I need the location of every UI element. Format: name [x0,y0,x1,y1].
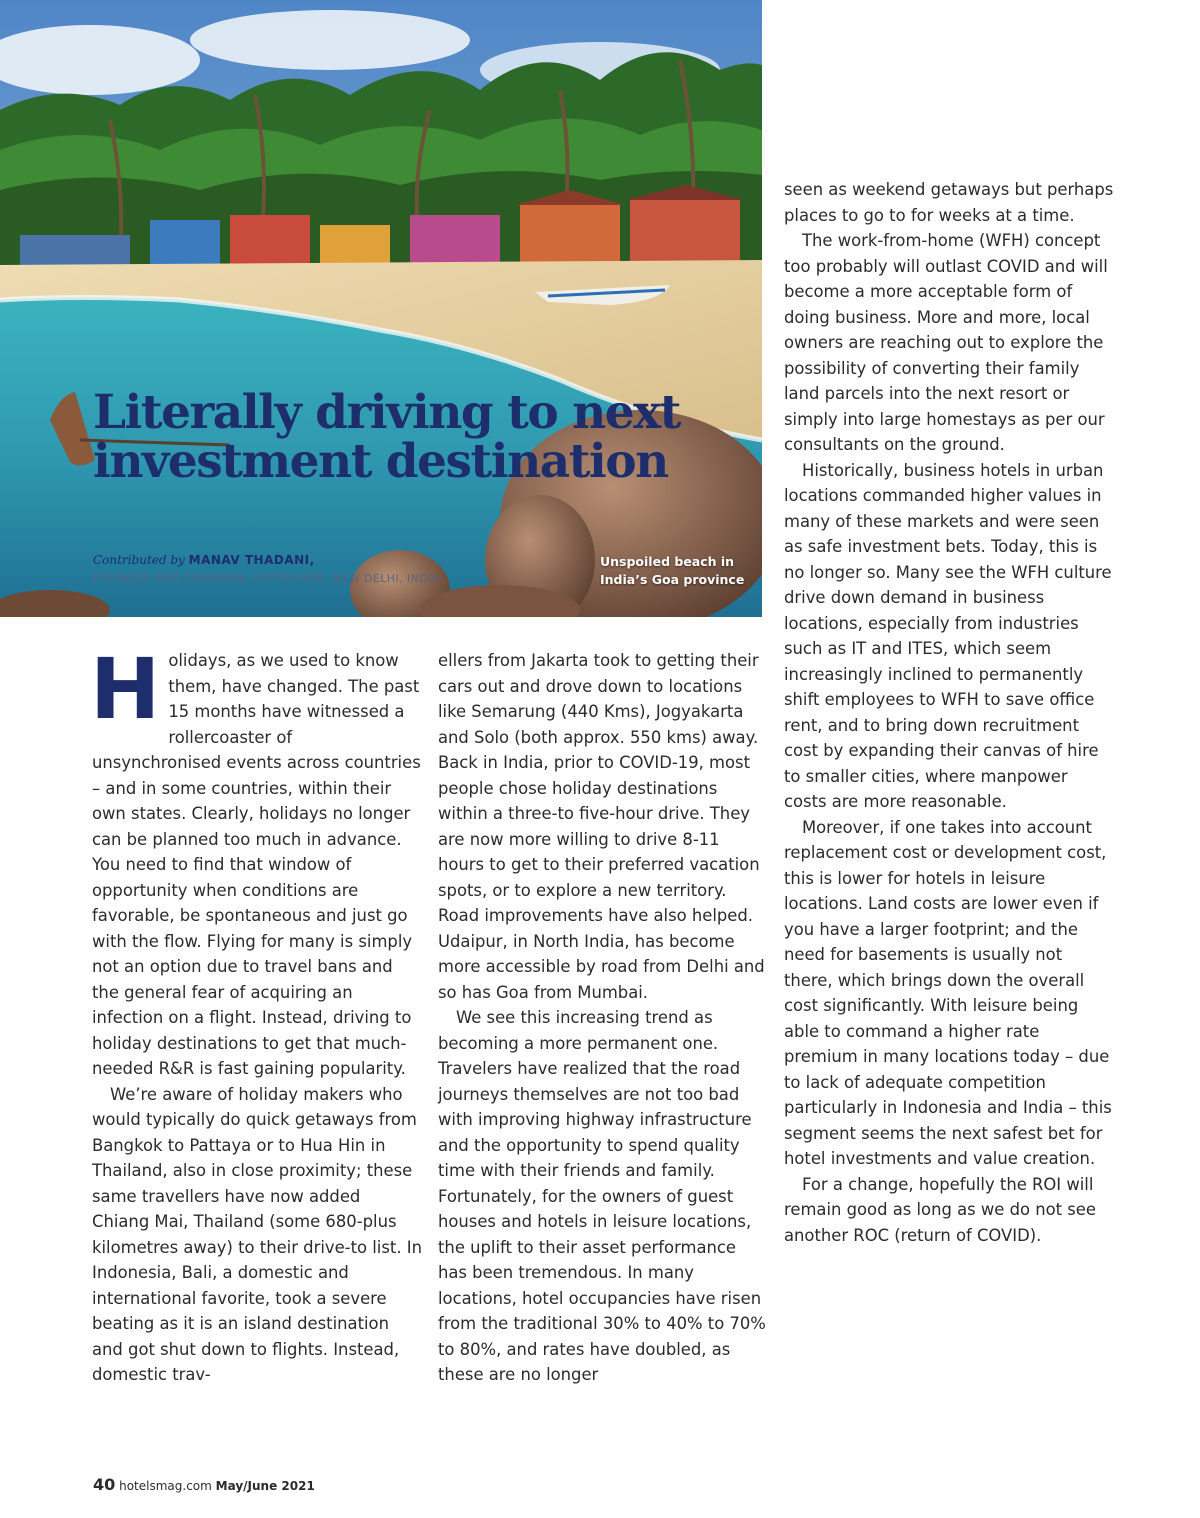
goa-beach-image [0,0,762,617]
drop-cap: H [90,640,161,738]
paragraph: ellers from Jakarta took to getting their cars out and drove down to locations like Semarung (440 Kms), Jogyakarta and Solo (both approx. 550 kms) away. Back in India, prior to COVID-19, most people chose holiday destinations within a three-to five-hour drive. They are now more willing to drive 8-11 hours to get to their preferred vacation spots, or to explore a new territory. Road improvements have also helped. Udaipur, in North India, has become more accessible by road from Delhi and so has Goa from Mumbai. [438,651,765,1002]
paragraph: We’re aware of holiday makers who would typically do quick getaways from Bangkok to Pattaya or to Hua Hin in Thailand, also in close proximity; these same travellers have now added Chiang Mai, Thailand (some 680-plus kilometres away) to their drive-to list. In Indonesia, Bali, a domestic and international favorite, took a severe beating as it is an island destination and got shut down to flights. Instead, domestic trav- [92,1084,422,1384]
site-name: hotelsmag.com [119,1479,212,1493]
paragraph: For a change, hopefully the ROI will remain good as long as we do not see another ROC (return of COVID). [784,1174,1096,1245]
paragraph [90,640,422,1082]
paragraph: Historically, business hotels in urban locations commanded higher values in many of these markets and were seen as safe investment bets. Today, this is no longer so. Many see the WFH culture drive down demand in business locations, especially from industries such as IT and ITES, which seem increasingly inclined to permanently shift employees to WFH to save office rent, and to bring down recruitment cost by expanding their canvas of hire to smaller cities, where manpower costs are more reasonable. [784,460,1112,811]
article-headline: Literally driving to next investment destination [93,385,680,489]
author-role: FOUNDER AND CHAIRMAN, HOTELIVATE, NEW DELHI, INDIA [93,572,440,585]
paragraph-text: olidays, as we used to know them, have changed. The past 15 months have witnessed a rollercoaster of unsynchronised events across countries – and in some countries, within their own states. Clearly, holidays no longer can be planned too much in advance. You need to find that window of opportunity when conditions are favorable, be spontaneous and just go with the flow. Flying for many is simply not an option due to travel bans and the general fear of acquiring an infection on a flight. Instead, driving to holiday destinations to get that much-needed R&R is fast gaining popularity. [92,651,421,1078]
byline [93,553,315,567]
article-column-1 [90,640,422,1388]
photo-caption [600,553,750,589]
article-column-3 [784,177,1114,1248]
page-number: 40 [93,1475,116,1494]
caption-line: India’s Goa province [600,572,745,587]
byline-prefix: Contributed by [93,553,185,567]
paragraph: seen as weekend getaways but perhaps places to go to for weeks at a time. [784,180,1114,225]
article-column-2 [438,648,768,1388]
paragraph: We see this increasing trend as becoming a more permanent one. Travelers have realized that the road journeys themselves are not too bad with improving highway infrastructure and the opportunity to spend quality time with their friends and family. Fortunately, for the owners of guest houses and hotels in leisure locations, the uplift to their asset performance has been tremendous. In many locations, hotel occupancies have risen from the traditional 30% to 40% to 70% to 80%, and rates have doubled, as these are no longer [438,1008,766,1384]
caption-line: Unspoiled beach in [600,554,735,569]
paragraph: Moreover, if one takes into account replacement cost or development cost, this is lower for hotels in leisure locations. Land costs are lower even if you have a larger footprint; and the need for basements is usually not there, which brings down the overall cost significantly. With leisure being able to command a higher rate premium in many locations today – due to lack of adequate competition particularly in Indonesia and India – this segment seems the next safest bet for hotel investments and value creation. [784,817,1112,1168]
paragraph: The work-from-home (WFH) concept too probably will outlast COVID and will become a more acceptable form of doing business. More and more, local owners are reaching out to explore the possibility of converting their family land parcels into the next resort or simply into large homestays as per our consultants on the ground. [784,231,1108,454]
page-footer [93,1475,315,1494]
hero-photo [0,0,762,617]
author-name: MANAV THADANI, [188,553,315,567]
issue-date: May/June 2021 [215,1479,315,1493]
